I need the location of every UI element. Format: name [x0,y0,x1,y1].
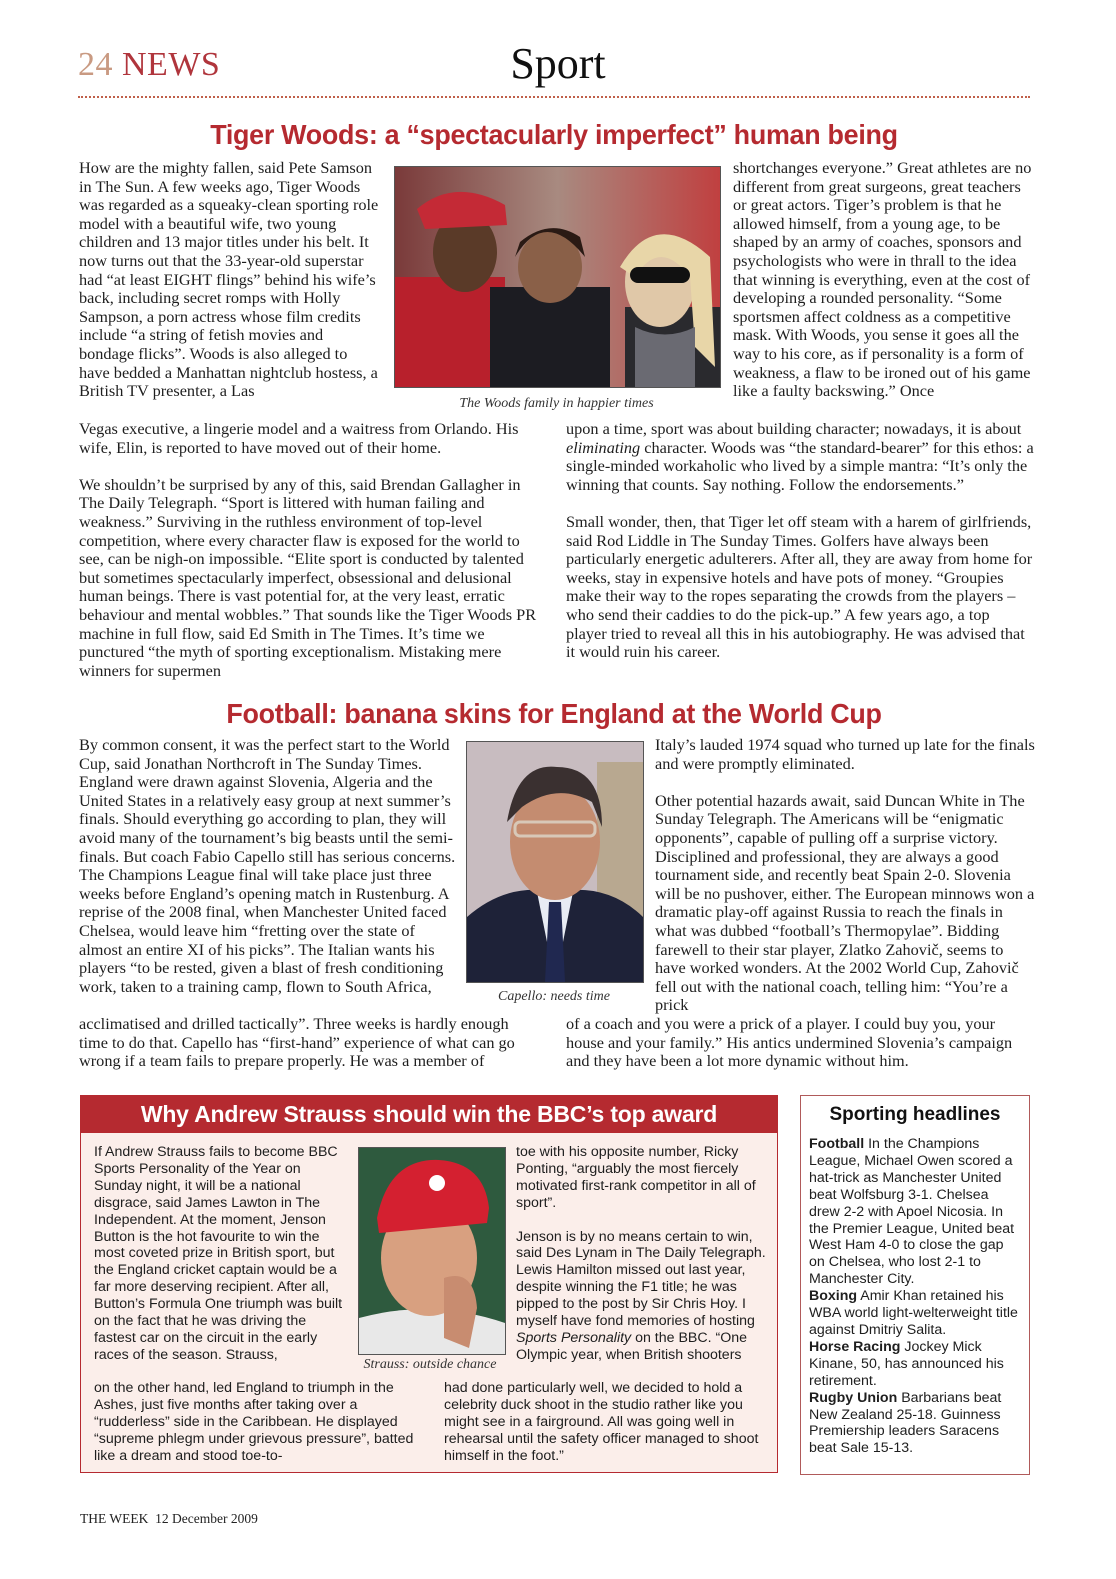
headline-item-boxing: Boxing Amir Khan retained his WBA world light-welterweight title against Dmitriy Salita. [809,1288,1018,1338]
football-paragraph-3-cont: of a coach and you were a prick of a player. I could buy you, your house and your family.” His antics undermined Slovenia’s campaign and they have been a lot more dynamic without him. [566,1014,1013,1071]
strauss-body-col1 [94,1144,350,1364]
issue-date: 12 December 2009 [155,1511,258,1526]
tiger-paragraph-3: shortchanges everyone.” Great athletes are no different from great surgeons, great teachers or great actors. Tiger’s problem is that he allowed himself, from a young age, to be shaped by an army of coaches, sponsors and psychologists who were in thrall to the idea that winning is everything, even at the cost of developing a rounded personality. “Some sportsmen affect coldness as a competitive mask. With Woods, you sense it goes all the way to his core, as if personality is a form of weakness, a flaw to be ironed out of his game like a faulty backswing.” Once [733,158,1032,401]
tiger-body-col1-cont [79,420,541,680]
section-label: NEWS [122,46,221,83]
sporting-headlines-list [809,1136,1021,1457]
headline-item-horse-racing: Horse Racing Jockey Mick Kinane, 50, has announced his retirement. [809,1338,1004,1389]
headline-category: Rugby Union [809,1389,898,1406]
strauss-photo [358,1147,506,1355]
strauss-body-col1-cont [94,1380,430,1465]
football-paragraph-1: By common consent, it was the perfect start to the World Cup, said Jonathan Northcroft in The Sunday Times. England were drawn against Slovenia, Algeria and the United States in a relatively easy group at next summer’s finals. Should everything go according to plan, they will avoid many of the tournament’s big beasts until the semi-finals. But coach Fabio Capello still has serious concerns. The Champions League final will take place just three weeks before England’s opening match in Rustenburg. A reprise of the 2008 final, when Manchester United faced Chelsea, would leave him “fretting over the state of almost an entire XI of his picks”. The Italian wants his players “to be rested, given a blast of fresh conditioning work, taken to a training camp, flown to South Africa, [79,735,456,996]
football-headline: Football: banana skins for England at the World Cup [226,698,882,729]
emphasis-eliminating: eliminating [566,437,641,457]
headline-item-rugby-union: Rugby Union Barbarians beat New Zealand 25-18. Guinness Premiership leaders Saracens beat Sale 15-13. [809,1389,1002,1457]
page-number-value: 24 [78,46,113,83]
capello-photo [466,741,644,983]
strauss-headline: Why Andrew Strauss should win the BBC’s top award [80,1095,778,1133]
strauss-body-col2 [516,1144,768,1364]
sporting-headlines-title: Sporting headlines [829,1104,1001,1125]
strauss-photo-caption: Strauss: outside chance [363,1357,497,1372]
football-body-col2-cont [566,1015,1034,1071]
tiger-paragraph-4: Small wonder, then, that Tiger let off steam with a harem of girlfriends, said Rod Liddle in The Sunday Times. Golfers have always been particularly energetic adulterers. After all, they are away from home for weeks, stay in expensive hotels and have pots of money. “Groupies make their way to the ropes separating the crowds from the players – who send their caddies to do the pick-up.” A few years ago, a top player tried to reveal all this in his autobiography. He was advised that it would ruin his career. [566,511,1033,662]
headline-category: Football [809,1136,865,1152]
strauss-body-col2-cont [444,1380,770,1465]
tiger-paragraph-1: How are the mighty fallen, said Pete Samson in The Sun. A few weeks ago, Tiger Woods was regarded as a squeaky-clean sporting role model with a beautiful wife, two young children and 13 major titles under his belt. It now turns out that the 33-year-old superstar had “at least EIGHT flings” behind his wife’s back, including secret romps with Holly Sampson, a porn actress whose film credits include “a string of fetish movies and bondage flicks”. Woods is also alleged to have bedded a Manhattan nightclub hostess, a British TV presenter, a Las [79,158,379,401]
woods-family-photo [394,166,721,388]
football-body-col1 [79,736,461,996]
football-body-col2 [655,736,1035,1015]
strauss-image [359,1148,505,1354]
strauss-paragraph-1: If Andrew Strauss fails to become BBC Sports Personality of the Year on Sunday night, it will be a national disgrace, said James Lawton in The Independent. At the moment, Jenson Button is the hot favourite to win the most coveted prize in British sport, but the England cricket captain would be a far more deserving recipient. After all, Button’s Formula One triumph was built on the fact that he was driving the fastest car on the circuit in the early races of the season. Strauss, [94,1144,343,1363]
tiger-headline: Tiger Woods: a “spectacularly imperfect” human being [210,119,898,150]
tiger-body-col1 [79,159,381,401]
capello-image [467,742,643,982]
header-divider [78,96,1030,98]
strauss-paragraph-2: toe with his opposite number, Ricky Ponting, “arguably the most fiercely motivated first-rank competitor in all of sport”. [516,1144,756,1211]
woods-photo-caption: The Woods family in happier times [459,396,654,411]
football-paragraph-3: Other potential hazards await, said Duncan White in The Sunday Telegraph. The Americans will be “enigmatic opponents”, capable of pulling off a surprise victory. Disciplined and professional, they are always a good tournament side, and recently beat Spain 2-0. Slovenia will be no pushover, either. The European minnows won a dramatic play-off against Russia to reach the finals in what was dubbed “football’s Thermopylae”. Bidding farewell to their star player, Zlatko Zahovič, seems to have worked wonders. At the 2002 World Cup, Zahovič fell out with the national coach, telling him: “You’re a prick [655,790,1035,1015]
tiger-body-col3 [733,159,1033,401]
tiger-body-col2-cont [566,420,1034,662]
strauss-paragraph-3-cont: had done particularly well, we decided to hold a celebrity duck shoot in the studio rather like you might see in a fairground. All was going well in rehearsal until the safety officer managed to shoot himself in the foot.” [444,1380,759,1464]
strauss-paragraph-3: Jenson is by no means certain to win, said Des Lynam in The Daily Telegraph. Lewis Hamilton missed out last year, despite winning the F1 title; he was pipped to the post by Sir Chris Hoy. I myself have fond memories of hosting Sports Personality on the BBC. “One Olympic year, when British shooters [516,1228,766,1363]
tiger-paragraph-3-cont: upon a time, sport was about building character; nowadays, it is about eliminating character. Woods was “the standard-bearer” for this ethos: a single-minded workaholic who lived by a simple mantra: “It’s only the winning that counts. Say nothing. Follow the endorsements.” [566,419,1034,494]
sporting-headlines-box [800,1095,1030,1475]
emphasis-sports-personality: Sports Personality [516,1329,632,1346]
page-footer [80,1511,258,1527]
headline-category: Horse Racing [809,1338,901,1355]
headline-item-football: Football In the Champions League, Michael Owen scored a hat-trick as Manchester United beat Wolfsburg 3-1. Chelsea drew 2-2 with Apoel Nicosia. In the Premier League, United beat West Ham 4-0 to close the gap on Chelsea, who lost 2-1 to Manchester City. [809,1136,1015,1288]
football-paragraph-1-cont: acclimatised and drilled tactically”. Three weeks is hardly enough time to do that. Capello has “first-hand” experience of what can go wrong if a team fails to prepare properly. He was a member of [79,1014,515,1071]
football-body-col1-cont [79,1015,541,1071]
capello-photo-caption: Capello: needs time [498,989,610,1004]
woods-family-image [395,167,720,387]
tiger-paragraph-2: We shouldn’t be surprised by any of this, said Brendan Gallagher in The Daily Telegraph. “Sport is littered with human failing and weakness.” Surviving in the ruthless environment of top-level competition, where every character flaw is exposed for the world to see, can be nigh-on impossible. “Elite sport is conducted by talented but sometimes spectacularly imperfect, obsessional and delusional human beings. There is vast potential for, at the very least, erratic behaviour and mental wobbles.” That sounds like the Tiger Woods PR machine in full flow, said Ed Smith in The Times. It’s time we punctured “the myth of sporting exceptionalism. Mistaking mere winners for supermen [79,474,537,680]
publication-name: THE WEEK [80,1511,149,1526]
headline-category: Boxing [809,1288,858,1305]
strauss-paragraph-1-cont: on the other hand, led England to triumph in the Ashes, just five months after taking over a “rudderless” side in the Caribbean. He displayed “supreme phlegm under grievous pressure”, batted like a dream and stood toe-to- [94,1380,414,1464]
tiger-paragraph-1-cont: Vegas executive, a lingerie model and a waitress from Orlando. His wife, Elin, is reported to have moved out of their home. [79,419,519,457]
section-title: Sport [510,39,606,88]
football-paragraph-2: Italy’s lauded 1974 squad who turned up late for the finals and were promptly eliminated. [655,735,1035,773]
